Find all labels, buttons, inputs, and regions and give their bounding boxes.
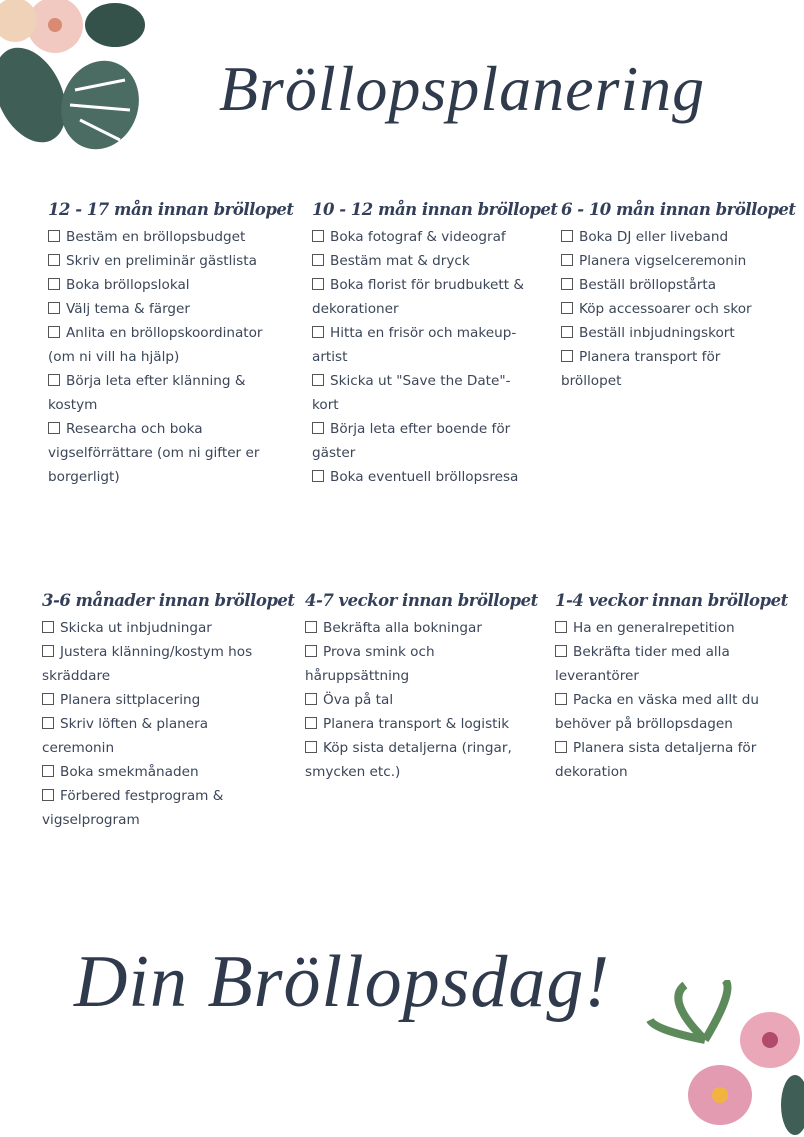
checklist-item — [48, 321, 273, 369]
checkbox-icon — [48, 326, 60, 338]
checklist-item-text: Bestäm en bröllopsbudget — [66, 229, 246, 245]
checklist-item-text: Beställ bröllopstårta — [579, 277, 717, 293]
checklist-item-text: Skriv en preliminär gästlista — [66, 253, 257, 269]
checkbox-icon — [561, 302, 573, 314]
checklist-item — [42, 784, 267, 832]
checklist-item-text: Boka DJ eller liveband — [579, 229, 729, 245]
checkbox-icon — [42, 645, 54, 657]
checklist-item-text: Öva på tal — [323, 692, 394, 708]
checklist-item — [42, 640, 267, 688]
checkbox-icon — [312, 254, 324, 266]
checklist-item — [561, 321, 761, 345]
checklist-item — [561, 297, 761, 321]
checklist-item — [555, 736, 765, 784]
checklist-item-text: Förbered festprogram & vigselprogram — [42, 788, 224, 828]
checklist-item-text: Bekräfta tider med alla leverantörer — [555, 644, 730, 684]
section-heading: 3-6 månader innan bröllopet — [42, 591, 295, 610]
checklist-item — [561, 273, 761, 297]
section-10-12-months — [312, 200, 558, 489]
checklist-item — [312, 249, 530, 273]
checklist-item — [42, 712, 267, 760]
checklist-item-text: Ha en generalrepetition — [573, 620, 735, 636]
checklist-item-text: Prova smink och håruppsättning — [305, 644, 435, 684]
checklist-item — [42, 616, 267, 640]
checklist-item-text: Researcha och boka vigselförrättare (om ni gifter er borgerligt) — [48, 421, 260, 485]
checklist-item-text: Boka florist för brudbukett & dekorationer — [312, 277, 524, 317]
checklist-item-text: Boka eventuell bröllopsresa — [330, 469, 519, 485]
checkbox-icon — [555, 693, 567, 705]
checkbox-icon — [312, 230, 324, 242]
checkbox-icon — [555, 741, 567, 753]
checklist-item-text: Planera transport för bröllopet — [561, 349, 721, 389]
checklist-item — [561, 249, 761, 273]
checkbox-icon — [312, 278, 324, 290]
checklist-item-text: Boka smekmånaden — [60, 764, 199, 780]
checklist-item — [305, 712, 523, 736]
checkbox-icon — [48, 374, 60, 386]
checklist-item-text: Planera vigselceremonin — [579, 253, 747, 269]
checklist-item — [312, 225, 530, 249]
checklist-item — [561, 225, 761, 249]
section-heading: 1-4 veckor innan bröllopet — [555, 591, 788, 610]
checklist-item — [42, 760, 267, 784]
checklist-item-text: Bestäm mat & dryck — [330, 253, 470, 269]
checkbox-icon — [42, 693, 54, 705]
section-heading: 6 - 10 mån innan bröllopet — [561, 200, 796, 219]
checklist-item-text: Skicka ut inbjudningar — [60, 620, 212, 636]
section-3-6-months — [42, 591, 295, 832]
checklist-item-text: Planera sittplacering — [60, 692, 201, 708]
checklist-item-text: Boka fotograf & videograf — [330, 229, 506, 245]
checklist-item — [48, 273, 273, 297]
checklist-item-text: Boka bröllopslokal — [66, 277, 190, 293]
checkbox-icon — [561, 350, 573, 362]
section-heading: 12 - 17 mån innan bröllopet — [48, 200, 294, 219]
checklist-item-text: Hitta en frisör och makeup-artist — [312, 325, 517, 365]
checkbox-icon — [305, 621, 317, 633]
page-title: Bröllopsplanering — [218, 53, 706, 124]
checklist-item-text: Köp sista detaljerna (ringar, smycken etc.) — [305, 740, 512, 780]
checklist-item-text: Planera transport & logistik — [323, 716, 510, 732]
checklist-item-text: Anlita en bröllopskoordinator (om ni vill ha hjälp) — [48, 325, 263, 365]
checklist-item-text: Välj tema & färger — [66, 301, 191, 317]
checklist-item-text: Beställ inbjudningskort — [579, 325, 735, 341]
section-heading: 10 - 12 mån innan bröllopet — [312, 200, 558, 219]
checkbox-icon — [48, 254, 60, 266]
checklist-item — [312, 465, 530, 489]
checkbox-icon — [305, 645, 317, 657]
checklist-item — [312, 273, 530, 321]
section-12-17-months — [48, 200, 294, 489]
checklist-item — [48, 249, 273, 273]
checklist-item-text: Justera klänning/kostym hos skräddare — [42, 644, 253, 684]
checklist-item — [555, 616, 765, 640]
checklist-item — [555, 688, 765, 736]
checkbox-icon — [42, 717, 54, 729]
checklist-item-text: Skriv löften & planera ceremonin — [42, 716, 209, 756]
checkbox-icon — [555, 621, 567, 633]
checkbox-icon — [42, 765, 54, 777]
checklist-item — [312, 321, 530, 369]
section-1-4-weeks — [555, 591, 788, 784]
footer-title: Din Bröllopsdag! — [73, 941, 611, 1023]
checkbox-icon — [312, 470, 324, 482]
checklist-item-text: Planera sista detaljerna för dekoration — [555, 740, 757, 780]
checkbox-icon — [561, 254, 573, 266]
checkbox-icon — [312, 422, 324, 434]
checklist-item — [42, 688, 267, 712]
checklist-item — [305, 688, 523, 712]
checklist-item — [305, 736, 523, 784]
checkbox-icon — [305, 741, 317, 753]
checklist-item-text: Köp accessoarer och skor — [579, 301, 752, 317]
checklist-item — [48, 417, 273, 489]
checkbox-icon — [42, 789, 54, 801]
checklist-item — [555, 640, 765, 688]
checkbox-icon — [561, 278, 573, 290]
checklist-item — [561, 345, 761, 393]
checklist-item — [48, 297, 273, 321]
checklist-item — [48, 225, 273, 249]
checkbox-icon — [42, 621, 54, 633]
checklist-item-text: Skicka ut "Save the Date"-kort — [312, 373, 511, 413]
section-4-7-weeks — [305, 591, 538, 784]
checkbox-icon — [48, 302, 60, 314]
checkbox-icon — [48, 422, 60, 434]
checkbox-icon — [48, 230, 60, 242]
checkbox-icon — [555, 645, 567, 657]
checklist-item-text: Bekräfta alla bokningar — [323, 620, 482, 636]
checklist-item-text: Börja leta efter klänning & kostym — [48, 373, 246, 413]
checklist-item-text: Börja leta efter boende för gäster — [312, 421, 511, 461]
checkbox-icon — [305, 717, 317, 729]
checkbox-icon — [561, 326, 573, 338]
checklist-item — [305, 616, 523, 640]
section-6-10-months — [561, 200, 796, 393]
checkbox-icon — [561, 230, 573, 242]
checkbox-icon — [312, 326, 324, 338]
checkbox-icon — [48, 278, 60, 290]
section-heading: 4-7 veckor innan bröllopet — [305, 591, 538, 610]
checkbox-icon — [312, 374, 324, 386]
checklist-item — [312, 369, 530, 417]
checklist-item-text: Packa en väska med allt du behöver på bröllopsdagen — [555, 692, 760, 732]
checkbox-icon — [305, 693, 317, 705]
checklist-item — [48, 369, 273, 417]
checklist-item — [312, 417, 530, 465]
checklist-item — [305, 640, 523, 688]
